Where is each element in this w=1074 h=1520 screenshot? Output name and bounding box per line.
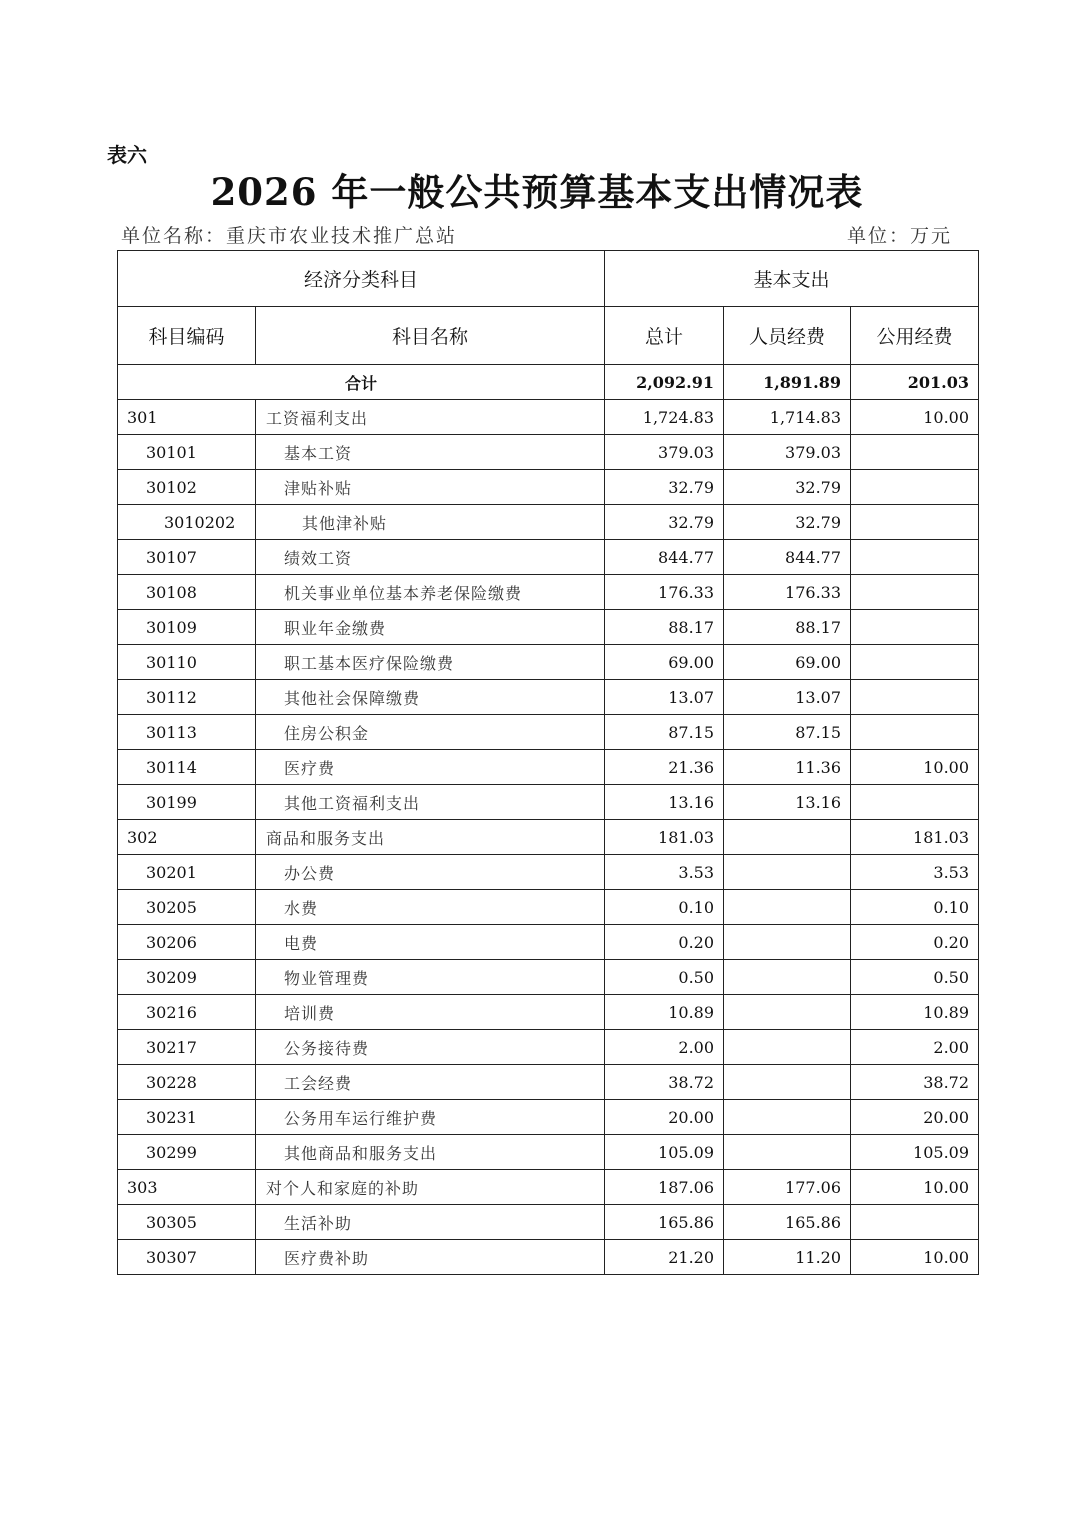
row-code: 303 xyxy=(118,1170,256,1205)
row-personnel xyxy=(724,1065,851,1100)
row-name: 商品和服务支出 xyxy=(256,820,605,855)
row-total: 0.10 xyxy=(605,890,724,925)
header-personnel: 人员经费 xyxy=(724,307,851,365)
row-total: 32.79 xyxy=(605,470,724,505)
row-public: 10.00 xyxy=(851,400,979,435)
row-code: 30209 xyxy=(118,960,256,995)
row-personnel xyxy=(724,890,851,925)
row-total: 379.03 xyxy=(605,435,724,470)
row-personnel xyxy=(724,1100,851,1135)
page-title: 2026 年一般公共预算基本支出情况表 xyxy=(210,170,864,214)
row-name: 医疗费补助 xyxy=(256,1240,605,1275)
row-personnel: 13.16 xyxy=(724,785,851,820)
table-row xyxy=(118,1240,979,1275)
row-code: 30114 xyxy=(118,750,256,785)
row-personnel: 11.20 xyxy=(724,1240,851,1275)
row-code: 302 xyxy=(118,820,256,855)
table-row xyxy=(118,785,979,820)
header-code: 科目编码 xyxy=(118,307,256,365)
row-code: 30112 xyxy=(118,680,256,715)
row-public: 0.50 xyxy=(851,960,979,995)
row-total: 165.86 xyxy=(605,1205,724,1240)
row-public: 3.53 xyxy=(851,855,979,890)
row-name: 水费 xyxy=(256,890,605,925)
row-name: 办公费 xyxy=(256,855,605,890)
row-name: 基本工资 xyxy=(256,435,605,470)
row-name: 工资福利支出 xyxy=(256,400,605,435)
row-public: 10.00 xyxy=(851,1170,979,1205)
row-public xyxy=(851,505,979,540)
row-name: 住房公积金 xyxy=(256,715,605,750)
row-code: 3010202 xyxy=(118,505,256,540)
row-total: 105.09 xyxy=(605,1135,724,1170)
row-total: 176.33 xyxy=(605,575,724,610)
table-row xyxy=(118,400,979,435)
row-total: 187.06 xyxy=(605,1170,724,1205)
row-total: 13.07 xyxy=(605,680,724,715)
unit-name: 单位名称：重庆市农业技术推广总站 xyxy=(121,225,458,247)
total-public: 201.03 xyxy=(851,365,979,400)
row-personnel: 11.36 xyxy=(724,750,851,785)
header-basic-expense: 基本支出 xyxy=(605,251,979,307)
row-personnel: 379.03 xyxy=(724,435,851,470)
row-total: 87.15 xyxy=(605,715,724,750)
row-total: 844.77 xyxy=(605,540,724,575)
row-personnel xyxy=(724,995,851,1030)
row-personnel xyxy=(724,820,851,855)
row-personnel: 32.79 xyxy=(724,470,851,505)
table-row xyxy=(118,750,979,785)
row-public: 2.00 xyxy=(851,1030,979,1065)
table-row xyxy=(118,505,979,540)
row-personnel: 1,714.83 xyxy=(724,400,851,435)
table-row xyxy=(118,1170,979,1205)
row-personnel xyxy=(724,925,851,960)
row-total: 10.89 xyxy=(605,995,724,1030)
document-label: 表六 xyxy=(107,143,147,167)
table-row xyxy=(118,1100,979,1135)
row-code: 30201 xyxy=(118,855,256,890)
row-name: 其他工资福利支出 xyxy=(256,785,605,820)
row-public: 20.00 xyxy=(851,1100,979,1135)
row-public: 10.00 xyxy=(851,1240,979,1275)
table-row xyxy=(118,575,979,610)
row-personnel xyxy=(724,855,851,890)
total-total: 2,092.91 xyxy=(605,365,724,400)
row-code: 30109 xyxy=(118,610,256,645)
row-name: 生活补助 xyxy=(256,1205,605,1240)
row-code: 30101 xyxy=(118,435,256,470)
row-code: 30113 xyxy=(118,715,256,750)
table-row xyxy=(118,890,979,925)
table-row xyxy=(118,1205,979,1240)
row-code: 30107 xyxy=(118,540,256,575)
row-total: 3.53 xyxy=(605,855,724,890)
row-total: 38.72 xyxy=(605,1065,724,1100)
row-public: 0.10 xyxy=(851,890,979,925)
row-total: 0.20 xyxy=(605,925,724,960)
row-personnel: 88.17 xyxy=(724,610,851,645)
row-name: 绩效工资 xyxy=(256,540,605,575)
budget-table xyxy=(117,250,979,1275)
table-row xyxy=(118,645,979,680)
row-code: 30110 xyxy=(118,645,256,680)
row-code: 30206 xyxy=(118,925,256,960)
row-name: 公务用车运行维护费 xyxy=(256,1100,605,1135)
table-row xyxy=(118,995,979,1030)
row-public xyxy=(851,680,979,715)
row-total: 21.20 xyxy=(605,1240,724,1275)
row-public xyxy=(851,575,979,610)
row-public: 181.03 xyxy=(851,820,979,855)
row-personnel: 32.79 xyxy=(724,505,851,540)
table-row xyxy=(118,855,979,890)
table-row xyxy=(118,1030,979,1065)
row-public: 0.20 xyxy=(851,925,979,960)
table-row xyxy=(118,715,979,750)
row-code: 30305 xyxy=(118,1205,256,1240)
row-personnel xyxy=(724,960,851,995)
row-name: 工会经费 xyxy=(256,1065,605,1100)
table-row xyxy=(118,540,979,575)
header-row-group xyxy=(118,251,979,307)
total-row xyxy=(118,365,979,400)
row-personnel: 165.86 xyxy=(724,1205,851,1240)
row-name: 职业年金缴费 xyxy=(256,610,605,645)
row-code: 30228 xyxy=(118,1065,256,1100)
row-code: 30216 xyxy=(118,995,256,1030)
header-public: 公用经费 xyxy=(851,307,979,365)
row-public xyxy=(851,785,979,820)
row-name: 物业管理费 xyxy=(256,960,605,995)
row-personnel: 13.07 xyxy=(724,680,851,715)
row-code: 30217 xyxy=(118,1030,256,1065)
row-personnel: 844.77 xyxy=(724,540,851,575)
row-public xyxy=(851,645,979,680)
row-public xyxy=(851,610,979,645)
row-name: 机关事业单位基本养老保险缴费 xyxy=(256,575,605,610)
row-public xyxy=(851,540,979,575)
row-name: 职工基本医疗保险缴费 xyxy=(256,645,605,680)
row-total: 181.03 xyxy=(605,820,724,855)
row-name: 津贴补贴 xyxy=(256,470,605,505)
budget-table-body xyxy=(118,251,979,1275)
row-public: 10.89 xyxy=(851,995,979,1030)
table-row xyxy=(118,680,979,715)
row-total: 2.00 xyxy=(605,1030,724,1065)
header-row-columns xyxy=(118,307,979,365)
row-name: 其他社会保障缴费 xyxy=(256,680,605,715)
table-row xyxy=(118,610,979,645)
row-total: 0.50 xyxy=(605,960,724,995)
row-total: 69.00 xyxy=(605,645,724,680)
row-personnel: 177.06 xyxy=(724,1170,851,1205)
table-row xyxy=(118,1135,979,1170)
table-row xyxy=(118,1065,979,1100)
row-public xyxy=(851,715,979,750)
table-row xyxy=(118,960,979,995)
header-econ-class: 经济分类科目 xyxy=(118,251,605,307)
row-public xyxy=(851,1205,979,1240)
total-personnel: 1,891.89 xyxy=(724,365,851,400)
row-name: 公务接待费 xyxy=(256,1030,605,1065)
row-public xyxy=(851,470,979,505)
row-personnel: 69.00 xyxy=(724,645,851,680)
row-personnel xyxy=(724,1135,851,1170)
row-code: 30205 xyxy=(118,890,256,925)
row-code: 301 xyxy=(118,400,256,435)
row-name: 其他商品和服务支出 xyxy=(256,1135,605,1170)
row-name: 电费 xyxy=(256,925,605,960)
header-total: 总计 xyxy=(605,307,724,365)
row-code: 30231 xyxy=(118,1100,256,1135)
row-public: 38.72 xyxy=(851,1065,979,1100)
row-total: 88.17 xyxy=(605,610,724,645)
row-name: 对个人和家庭的补助 xyxy=(256,1170,605,1205)
table-row xyxy=(118,435,979,470)
currency-unit: 单位：万元 xyxy=(847,225,953,247)
table-row xyxy=(118,820,979,855)
row-code: 30299 xyxy=(118,1135,256,1170)
row-total: 13.16 xyxy=(605,785,724,820)
table-row xyxy=(118,925,979,960)
total-label: 合计 xyxy=(118,365,605,400)
row-public: 105.09 xyxy=(851,1135,979,1170)
row-personnel: 176.33 xyxy=(724,575,851,610)
row-personnel: 87.15 xyxy=(724,715,851,750)
row-public xyxy=(851,435,979,470)
row-total: 1,724.83 xyxy=(605,400,724,435)
row-code: 30307 xyxy=(118,1240,256,1275)
row-name: 医疗费 xyxy=(256,750,605,785)
row-name: 培训费 xyxy=(256,995,605,1030)
row-total: 21.36 xyxy=(605,750,724,785)
row-code: 30102 xyxy=(118,470,256,505)
row-code: 30199 xyxy=(118,785,256,820)
row-name: 其他津补贴 xyxy=(256,505,605,540)
header-name: 科目名称 xyxy=(256,307,605,365)
row-total: 32.79 xyxy=(605,505,724,540)
row-total: 20.00 xyxy=(605,1100,724,1135)
row-public: 10.00 xyxy=(851,750,979,785)
row-personnel xyxy=(724,1030,851,1065)
table-row xyxy=(118,470,979,505)
row-code: 30108 xyxy=(118,575,256,610)
